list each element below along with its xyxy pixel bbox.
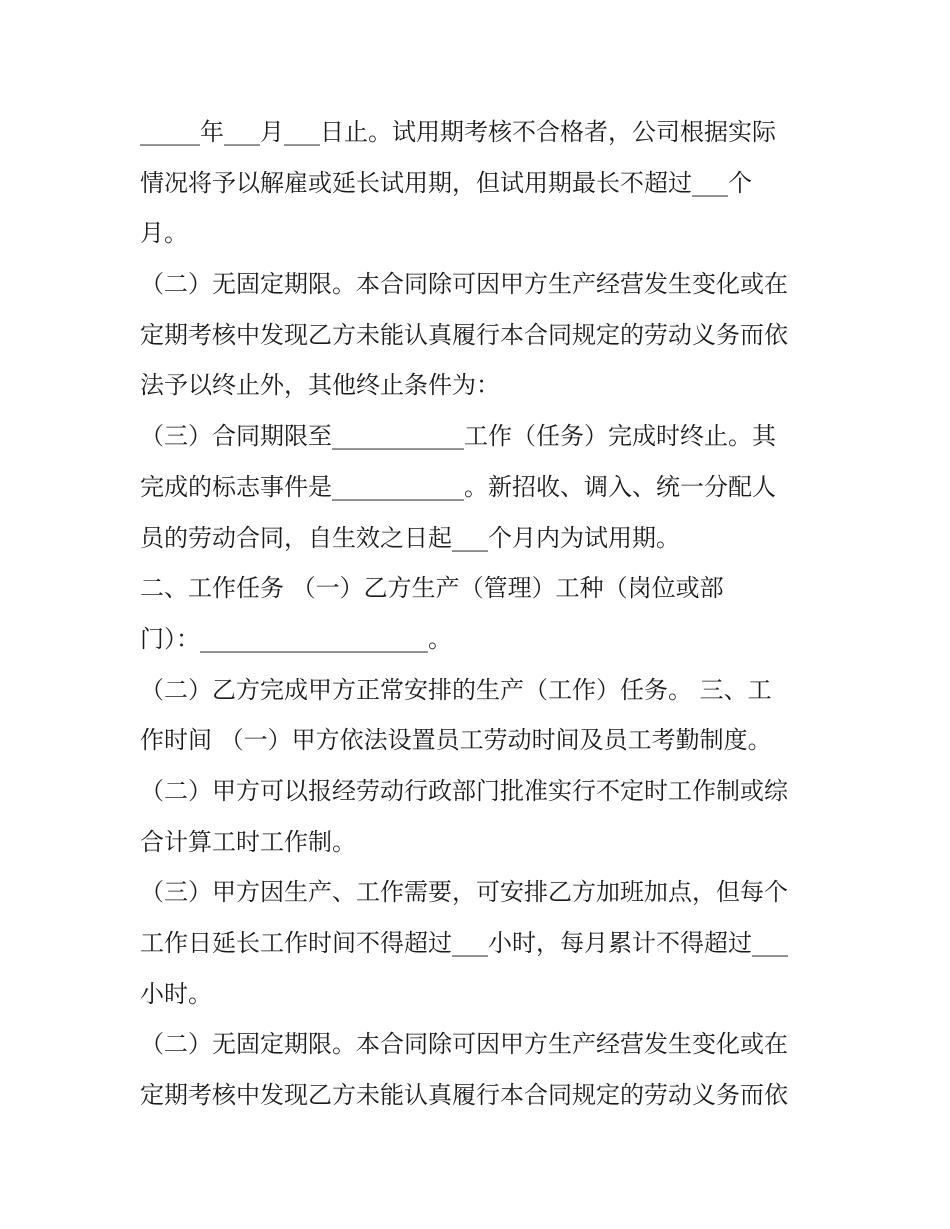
text-line: （三）甲方因生产、工作需要，可安排乙方加班加点，但每个 [140, 878, 788, 907]
text-line: （二）甲方可以报经劳动行政部门批准实行不定时工作制或综 [140, 776, 788, 805]
text-line: 小时。 [140, 979, 212, 1008]
text-line: 作时间 （一）甲方依法设置员工劳动时间及员工考勤制度。 [140, 726, 772, 755]
text-line: 定期考核中发现乙方未能认真履行本合同规定的劳动义务而依 [140, 320, 788, 349]
text-line: （二）无固定期限。本合同除可因甲方生产经营发生变化或在 [140, 270, 788, 299]
text-line: 定期考核中发现乙方未能认真履行本合同规定的劳动义务而依 [140, 1081, 788, 1110]
text-line: （三）合同期限至___________工作（任务）完成时终止。其 [140, 422, 776, 451]
text-line: 法予以终止外，其他终止条件为： [140, 371, 500, 400]
text-line: （二）无固定期限。本合同除可因甲方生产经营发生变化或在 [140, 1030, 788, 1059]
text-line: 门）：___________________。 [140, 624, 452, 653]
text-line: 工作日延长工作时间不得超过___小时，每月累计不得超过___ [140, 929, 788, 957]
text-line: 完成的标志事件是___________。新招收、调入、统一分配人 [140, 472, 776, 501]
text-line: 员的劳动合同，自生效之日起___个月内为试用期。 [140, 523, 680, 552]
text-line: 合计算工时工作制。 [140, 827, 356, 856]
text-line: 二、工作任务 （一）乙方生产（管理）工种（岗位或部 [140, 574, 724, 603]
text-line: （二）乙方完成甲方正常安排的生产（工作）任务。 三、工 [140, 675, 772, 704]
text-line: 情况将予以解雇或延长试用期，但试用期最长不超过___个 [140, 168, 752, 197]
text-line: _____年___月___日止。试用期考核不合格者，公司根据实际 [140, 118, 776, 146]
text-line: 月。 [140, 219, 188, 248]
document-body [140, 107, 815, 1121]
